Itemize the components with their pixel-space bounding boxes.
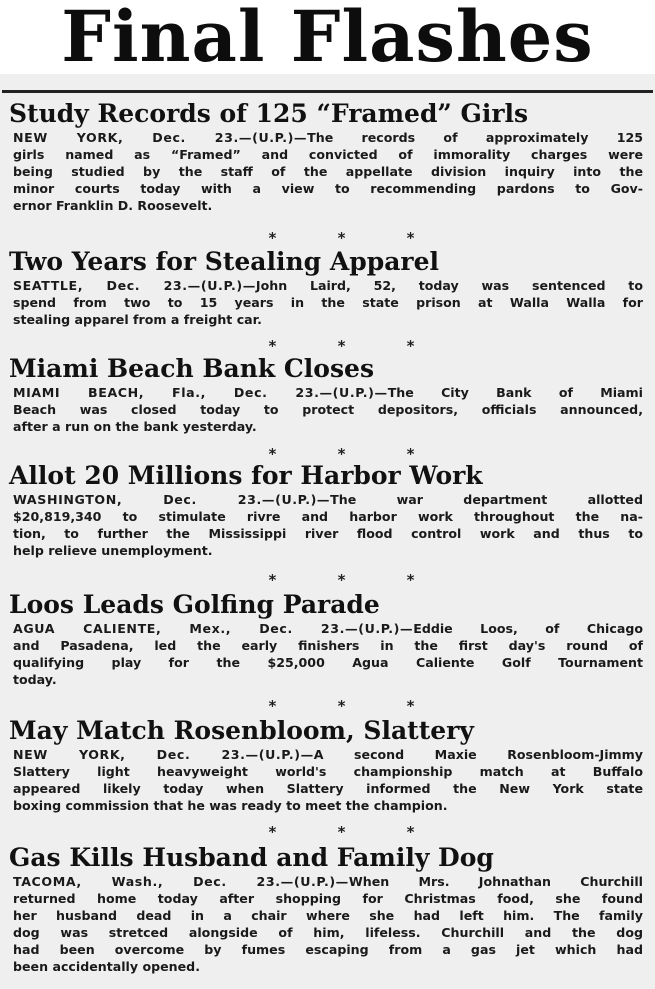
story-body (13, 277, 643, 328)
story-line: girls named as “Framed” and convicted of immorality charges were (13, 147, 643, 162)
story-line: spend from two to 15 years in the state prison at Walla Walla for (13, 295, 643, 310)
story-body (13, 491, 643, 559)
story-line: WASHINGTON, Dec. 23.—(U.P.)—The war department allotted (13, 492, 643, 507)
story-line: AGUA CALIENTE, Mex., Dec. 23.—(U.P.)—Eddie Loos, of Chicago (13, 621, 643, 636)
story-line: Slattery light heavyweight world's championship match at Buffalo (13, 764, 643, 779)
story-line: NEW YORK, Dec. 23.—(U.P.)—A second Maxie Rosenbloom-Jimmy (13, 747, 643, 762)
story-line: minor courts today with a view to recommending pardons to Gov- (13, 181, 643, 196)
story-headline: Two Years for Stealing Apparel (9, 247, 439, 276)
story-rosenbloom-slattery (0, 716, 655, 814)
story-dateline: WASHINGTON, Dec. 23.—(U.P.)— (13, 492, 331, 507)
story-headline: Allot 20 Millions for Harbor Work (9, 461, 483, 490)
story-line: ernor Franklin D. Roosevelt. (13, 198, 213, 213)
story-line: help relieve unemployment. (13, 543, 213, 558)
story-line: after a run on the bank yesterday. (13, 419, 257, 434)
story-golfing-parade (0, 590, 655, 688)
story-headline: Gas Kills Husband and Family Dog (9, 843, 494, 872)
story-separator: * * * (268, 445, 443, 463)
story-separator: * * * (268, 337, 443, 355)
story-line: being studied by the staff of the appellate division inquiry into the (13, 164, 643, 179)
story-stealing-apparel (0, 247, 655, 328)
story-headline: Study Records of 125 “Framed” Girls (9, 99, 529, 128)
masthead-title: Final Flashes (0, 0, 655, 74)
story-line: had been overcome by fumes escaping from a gas jet which had (13, 942, 643, 957)
story-dateline: MIAMI BEACH, Fla., Dec. 23.—(U.P.)— (13, 385, 388, 400)
story-body (13, 129, 643, 214)
story-line: dog was stretced alongside of him, lifeless. Churchill and the dog (13, 925, 643, 940)
story-separator: * * * (268, 823, 443, 841)
story-line: stealing apparel from a freight car. (13, 312, 262, 327)
story-line: tion, to further the Mississippi river flood control work and thus to (13, 526, 643, 541)
story-line: MIAMI BEACH, Fla., Dec. 23.—(U.P.)—The City Bank of Miami (13, 385, 643, 400)
story-line: been accidentally opened. (13, 959, 200, 974)
story-headline: Miami Beach Bank Closes (9, 354, 375, 383)
story-harbor-work (0, 461, 655, 559)
story-dateline: NEW YORK, Dec. 23.—(U.P.)— (13, 130, 308, 145)
story-miami-bank (0, 354, 655, 435)
story-line: qualifying play for the $25,000 Agua Caliente Golf Tournament (13, 655, 643, 670)
story-dateline: SEATTLE, Dec. 23.—(U.P.)— (13, 278, 256, 293)
story-line: TACOMA, Wash., Dec. 23.—(U.P.)—When Mrs. Johnathan Churchill (13, 874, 644, 889)
masthead-rule (2, 90, 653, 93)
story-line: and Pasadena, led the early finishers in the first day's round of (13, 638, 643, 653)
story-separator: * * * (268, 571, 443, 589)
story-line: her husband dead in a chair where she had left him. The family (13, 908, 643, 923)
story-separator: * * * (268, 229, 443, 247)
story-line: boxing commission that he was ready to meet the champion. (13, 798, 448, 813)
story-body (13, 384, 643, 435)
story-line: Beach was closed today to protect depositors, officials announced, (13, 402, 643, 417)
story-body (13, 620, 643, 688)
story-line: $20,819,340 to stimulate rivre and harbor work throughout the na- (13, 509, 643, 524)
story-gas-kills (0, 843, 655, 975)
story-dateline: AGUA CALIENTE, Mex., Dec. 23.—(U.P.)— (13, 621, 414, 636)
story-headline: May Match Rosenbloom, Slattery (9, 716, 474, 745)
story-line: NEW YORK, Dec. 23.—(U.P.)—The records of approximately 125 (13, 130, 644, 145)
story-headline: Loos Leads Golfing Parade (9, 590, 380, 619)
story-separator: * * * (268, 697, 443, 715)
story-line: returned home today after shopping for Christmas food, she found (13, 891, 643, 906)
story-study-records (0, 99, 655, 214)
story-dateline: NEW YORK, Dec. 23.—(U.P.)— (13, 747, 314, 762)
story-line: today. (13, 672, 57, 687)
story-line: SEATTLE, Dec. 23.—(U.P.)—John Laird, 52, today was sentenced to (13, 278, 643, 293)
story-dateline: TACOMA, Wash., Dec. 23.—(U.P.)— (13, 874, 349, 889)
story-line: appeared likely today when Slattery informed the New York state (13, 781, 643, 796)
story-body (13, 746, 643, 814)
story-body (13, 873, 643, 975)
